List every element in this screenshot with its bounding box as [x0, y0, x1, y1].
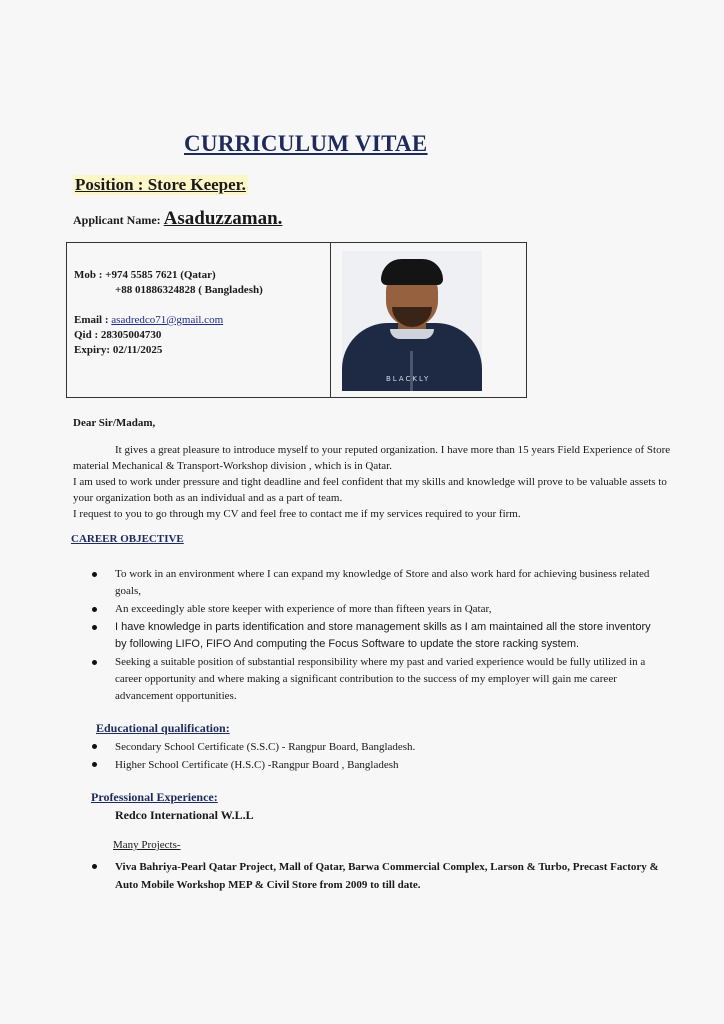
box-divider: [330, 243, 331, 397]
applicant-label: Applicant Name:: [73, 213, 161, 227]
spacer: [74, 298, 263, 313]
intro-paragraph-1: It gives a great pleasure to introduce myself to your reputed organization. I have more than 15 years Field Experience of Store material Mechanical & Transport-Workshop division , which is in Qatar.: [73, 444, 671, 472]
education-heading: Educational qualification:: [96, 721, 230, 735]
expiry-label: Expiry:: [74, 344, 111, 356]
career-objective-list: [90, 566, 665, 706]
photo-collar: [390, 329, 434, 339]
qid-label: Qid :: [74, 329, 99, 341]
list-item: An exceedingly able store keeper with experience of more than fifteen years in Qatar,: [90, 601, 665, 618]
phone-bd: +88 01886324828 ( Bangladesh): [115, 284, 263, 296]
list-item: I have knowledge in parts identification and store management skills as I am maintained all the store inventory by following LIFO, FIFO And computing the Focus Software to update the store racking system.: [90, 619, 665, 653]
phone-qatar: +974 5585 7621 (Qatar): [105, 269, 216, 281]
email-row: [74, 313, 263, 328]
contact-details: [74, 268, 263, 358]
email-link[interactable]: asadredco71@gmail.com: [111, 314, 224, 326]
qid-value: 28305004730: [100, 329, 162, 341]
education-list: [90, 738, 590, 774]
list-item: Secondary School Certificate (S.S.C) - Rangpur Board, Bangladesh.: [90, 738, 590, 756]
list-item: To work in an environment where I can expand my knowledge of Store and also work hard for achieving business related goals,: [90, 566, 665, 600]
experience-heading: Professional Experience:: [91, 790, 218, 804]
hoodie-brand-text: BLACKLY: [386, 375, 431, 383]
email-label: Email :: [74, 314, 109, 326]
intro-letter: [73, 442, 673, 522]
phone-row: [74, 268, 263, 283]
intro-paragraph-2: I am used to work under pressure and tight deadline and feel confident that my skills and knowledge will prove to be valuable assets to your organization both as an individual and as a part of team.: [73, 476, 667, 504]
career-objective-heading: CAREER OBJECTIVE: [71, 533, 184, 545]
list-item: Seeking a suitable position of substantial responsibility where my past and varied experience would be fully utilized in a career opportunity and where making a significant contribution to the success of my employer will gain me career advancement opportunities.: [90, 654, 665, 705]
expiry-value: 02/11/2025: [112, 344, 163, 356]
contact-box: [66, 242, 527, 398]
applicant-photo: [342, 251, 482, 391]
list-item: Viva Bahriya-Pearl Qatar Project, Mall of Qatar, Barwa Commercial Complex, Larson & Turbo, Precast Factory & Auto Mobile Workshop MEP & Civil Store from 2009 to till date.: [90, 858, 665, 894]
list-item: Higher School Certificate (H.S.C) -Rangpur Board , Bangladesh: [90, 756, 590, 774]
expiry-row: [74, 343, 263, 358]
projects-label: Many Projects-: [113, 839, 181, 851]
company-name: Redco International W.L.L: [115, 808, 254, 822]
projects-list: [90, 858, 665, 894]
applicant-name: Asaduzzaman.: [163, 208, 283, 229]
mob-label: Mob :: [74, 269, 103, 281]
photo-zip: [410, 351, 413, 391]
applicant-line: [73, 208, 282, 230]
position-title: Position : Store Keeper.: [75, 175, 246, 194]
intro-paragraph-3: I request to you to go through my CV and feel free to contact me if my services required to your firm.: [73, 508, 521, 520]
cv-title: CURRICULUM VITAE: [184, 131, 428, 156]
photo-hair: [381, 259, 443, 285]
qid-row: [74, 328, 263, 343]
salutation: Dear Sir/Madam,: [73, 417, 156, 429]
